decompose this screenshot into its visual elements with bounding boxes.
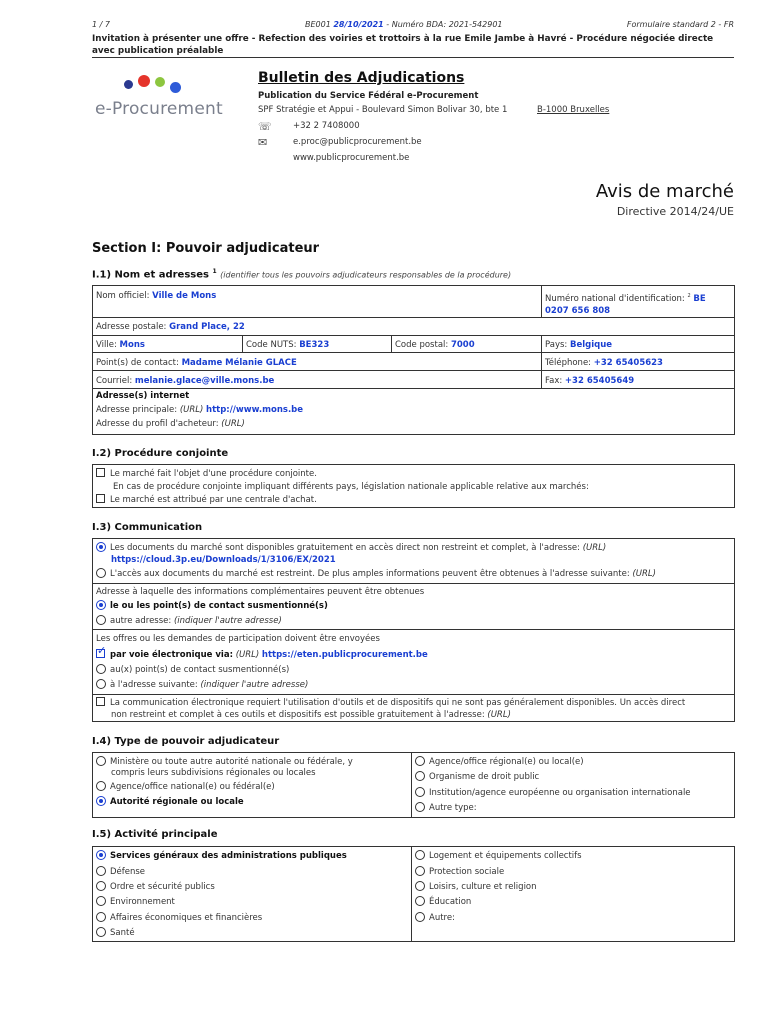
offers-other-option: à l'adresse suivante: (indiquer l'autre adresse): [96, 679, 308, 691]
activity-option: Autre:: [415, 912, 455, 924]
radio[interactable]: [415, 881, 425, 891]
radio[interactable]: [96, 896, 106, 906]
subsection-heading: I.2) Procédure conjointe: [92, 448, 229, 459]
authority-type-option-cont: compris leurs subdivisions régionales ou locales: [111, 768, 316, 778]
tools-option: La communication électronique requiert l'utilisation d'outils et de dispositifs qui ne sont pas généralement disponibles. Un accès direct: [96, 697, 685, 709]
communication-box: [92, 538, 735, 722]
page-number: 1 / 7: [92, 20, 110, 29]
radio[interactable]: [96, 615, 106, 625]
main-web-address: Adresse principale: (URL) http://www.mons.be: [96, 405, 304, 415]
joint-procedure-note: En cas de procédure conjointe impliquant différents pays, législation nationale applicable relative aux marchés:: [113, 482, 589, 492]
e-procurement-logo: [90, 75, 225, 125]
page-header: [92, 20, 734, 32]
subsection-heading: I.5) Activité principale: [92, 829, 218, 840]
offers-contact-option: au(x) point(s) de contact susmentionné(s): [96, 664, 289, 676]
subsection-heading: I.3) Communication: [92, 522, 203, 533]
city-field: Ville: Mons: [96, 340, 145, 350]
telephone-field: Téléphone: +32 65405623: [545, 358, 663, 368]
info-other-option: autre adresse: (indiquer l'autre adresse): [96, 615, 282, 627]
doc-restricted-option: L'accès aux documents du marché est restreint. De plus amples informations peuvent être obtenues à l'adresse suivante: (URL): [96, 568, 656, 580]
authority-type-option: Organisme de droit public: [415, 771, 539, 783]
radio-selected[interactable]: [96, 600, 106, 610]
radio[interactable]: [96, 781, 106, 791]
authority-type-option: Autre type:: [415, 802, 477, 814]
radio[interactable]: [96, 756, 106, 766]
checkbox[interactable]: [96, 468, 105, 477]
bulletin-address: SPF Stratégie et Appui - Boulevard Simon Bolivar 30, bte 1: [258, 105, 508, 115]
subsection-heading: I.4) Type de pouvoir adjudicateur: [92, 736, 280, 747]
radio-selected[interactable]: [96, 850, 106, 860]
radio[interactable]: [96, 866, 106, 876]
radio[interactable]: [96, 679, 106, 689]
postal-code-field: Code postal: 7000: [395, 340, 475, 350]
authority-type-box: [92, 752, 735, 818]
radio[interactable]: [415, 756, 425, 766]
info-contact-option: le ou les point(s) de contact susmentionné(s): [96, 600, 328, 612]
section-title: Section I: Pouvoir adjudicateur: [92, 241, 320, 256]
radio[interactable]: [415, 896, 425, 906]
radio[interactable]: [96, 881, 106, 891]
bulletin-block: [258, 70, 734, 166]
bulletin-email[interactable]: e.proc@publicprocurement.be: [293, 137, 422, 147]
radio[interactable]: [96, 664, 106, 674]
radio[interactable]: [415, 787, 425, 797]
email-field: Courriel: melanie.glace@ville.mons.be: [96, 376, 275, 386]
offers-electronic-option: ✓par voie électronique via: (URL) https://eten.publicprocurement.be: [96, 649, 428, 661]
radio-selected[interactable]: [96, 542, 106, 552]
offers-heading: Les offres ou les demandes de participation doivent être envoyées: [96, 634, 380, 644]
national-id-field: Numéro national d'identification: $^2$ BE 0207 656 808: [545, 293, 706, 316]
notice-heading: Avis de marché: [595, 181, 734, 202]
phone-icon: ☏: [258, 120, 272, 133]
bulletin-phone: +32 2 7408000: [293, 121, 360, 131]
notice-reference: BE001 28/10/2021 - Numéro BDA: 2021-542901: [305, 20, 503, 29]
radio[interactable]: [96, 568, 106, 578]
bulletin-title: Bulletin des Adjudications: [258, 70, 465, 86]
logo-dot-icon: [155, 77, 165, 87]
central-purchasing-option: Le marché est attribué par une centrale d'achat.: [96, 494, 317, 506]
nuts-code-field: Code NUTS: BE323: [246, 340, 330, 350]
authority-type-option: Institution/agence européenne ou organisation internationale: [415, 787, 691, 799]
postal-address-field: Adresse postale: Grand Place, 22: [96, 322, 245, 332]
doc-free-option: Les documents du marché sont disponibles gratuitement en accès direct non restreint et complet, à l'adresse: (URL): [96, 542, 606, 554]
activity-option: Protection sociale: [415, 866, 504, 878]
radio[interactable]: [415, 866, 425, 876]
activity-option: Affaires économiques et financières: [96, 912, 262, 924]
radio[interactable]: [96, 927, 106, 937]
buyer-profile-address: Adresse du profil d'acheteur: (URL): [96, 419, 245, 429]
header-divider: [92, 57, 734, 58]
address-table: [92, 285, 735, 435]
authority-type-option: Ministère ou toute autre autorité nationale ou fédérale, y: [96, 756, 353, 768]
radio[interactable]: [96, 912, 106, 922]
activity-option: Loisirs, culture et religion: [415, 881, 537, 893]
fax-field: Fax: +32 65405649: [545, 376, 635, 386]
radio[interactable]: [415, 912, 425, 922]
contact-point-field: Point(s) de contact: Madame Mélanie GLACE: [96, 358, 297, 368]
activity-option: Défense: [96, 866, 145, 878]
radio-selected[interactable]: [96, 796, 106, 806]
logo-wordmark: e-Procurement: [95, 99, 223, 119]
bulletin-web[interactable]: www.publicprocurement.be: [293, 153, 410, 163]
joint-procedure-option: Le marché fait l'objet d'une procédure conjointe.: [96, 468, 317, 480]
checkbox-checked[interactable]: [96, 649, 105, 658]
checkbox[interactable]: [96, 494, 105, 503]
official-name-field: Nom officiel: Ville de Mons: [96, 291, 217, 301]
activity-option: Éducation: [415, 896, 471, 908]
country-field: Pays: Belgique: [545, 340, 613, 350]
subsection-heading: I.1) Nom et adresses $^1$ (identifier tous les pouvoirs adjudicateurs responsables de la procédure): [92, 268, 512, 281]
bulletin-city: B-1000 Bruxelles: [537, 105, 610, 115]
form-name: Formulaire standard 2 - FR: [626, 20, 734, 29]
activity-option: Santé: [96, 927, 135, 939]
envelope-icon: ✉: [258, 136, 268, 149]
notice-title: Invitation à présenter une offre - Refection des voiries et trottoirs à la rue Emile Jambe à Havré - Procédure négociée directe avec publication préalable: [92, 34, 714, 56]
tools-option-cont: non restreint et complet à ces outils et dispositifs est possible gratuitement à l'adresse: (URL): [111, 710, 511, 720]
activity-option: Environnement: [96, 896, 175, 908]
radio[interactable]: [415, 771, 425, 781]
checkbox[interactable]: [96, 697, 105, 706]
notice-directive: Directive 2014/24/UE: [616, 205, 734, 218]
logo-dot-icon: [138, 75, 150, 87]
doc-free-url[interactable]: https://cloud.3p.eu/Downloads/1/3106/EX/2021: [111, 555, 336, 565]
activity-option: Logement et équipements collectifs: [415, 850, 582, 862]
internet-heading: Adresse(s) internet: [96, 391, 190, 401]
main-activity-box: [92, 846, 735, 942]
authority-type-option: Agence/office national(e) ou fédéral(e): [96, 781, 275, 793]
authority-type-option: Agence/office régional(e) ou local(e): [415, 756, 584, 768]
joint-procedure-box: [92, 464, 735, 508]
logo-dot-icon: [124, 80, 133, 89]
radio[interactable]: [415, 802, 425, 812]
bulletin-subtitle: Publication du Service Fédéral e-Procurement: [258, 91, 479, 101]
logo-dot-icon: [170, 82, 181, 93]
info-heading: Adresse à laquelle des informations complémentaires peuvent être obtenues: [96, 587, 425, 597]
activity-option: Services généraux des administrations publiques: [96, 850, 347, 862]
radio[interactable]: [415, 850, 425, 860]
authority-type-option: Autorité régionale ou locale: [96, 796, 244, 808]
activity-option: Ordre et sécurité publics: [96, 881, 215, 893]
